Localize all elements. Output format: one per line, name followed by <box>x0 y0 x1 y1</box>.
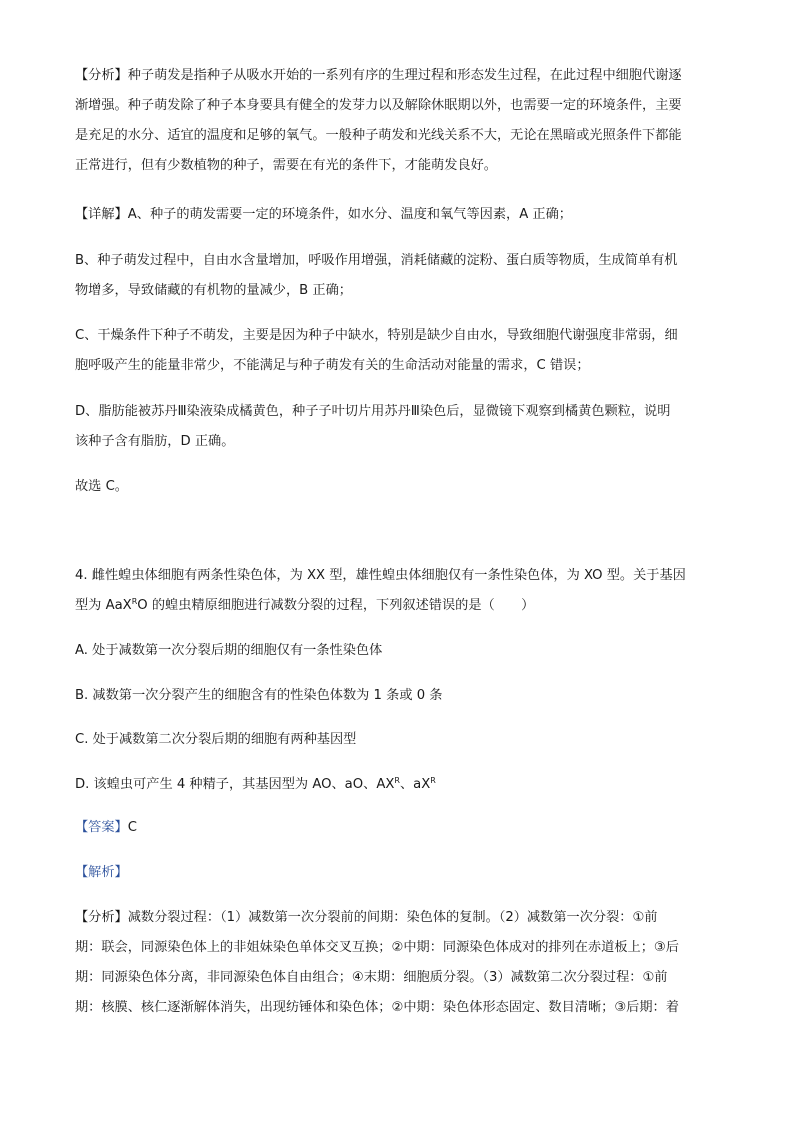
analysis-line: 期：联会，同源染色体上的非姐妹染色单体交叉互换；②中期：同源染色体成对的排列在赤道板上；③后 <box>75 940 679 955</box>
analysis-line: 【分析】种子萌发是指种子从吸水开始的一系列有序的生理过程和形态发生过程，在此过程中细胞代谢逐 <box>75 68 682 83</box>
answer-tag: 【答案】 <box>75 820 128 835</box>
analysis-line: 渐增强。种子萌发除了种子本身要具有健全的发芽力以及解除休眠期以外，也需要一定的环境条件，主要 <box>75 98 682 113</box>
question-4-stem: 4. 雌性蝗虫体细胞有两条性染色体，为 XX 型，雄性蝗虫体细胞仅有一条性染色体，为 XO 型。关于基因 型为 AaX$^R$O 的蝗虫精原细胞进行减数分裂的过程，下列叙述错误的是（ ） <box>75 568 686 613</box>
detail-tag: 【详解】 <box>75 207 128 222</box>
answer <box>75 818 725 837</box>
detail-line: D、脂肪能被苏丹Ⅲ染液染成橘黄色，种子子叶切片用苏丹Ⅲ染色后，显微镜下观察到橘黄色颗粒，说明 <box>75 404 671 419</box>
detail-b <box>75 251 725 300</box>
detail-line: C、干燥条件下种子不萌发，主要是因为种子中缺水，特别是缺少自由水，导致细胞代谢强度非常弱，细 <box>75 328 678 343</box>
analysis-tag: 【分析】 <box>75 910 128 925</box>
detail-line: 该种子含有脂肪，D 正确。 <box>75 434 235 449</box>
analysis-line: 是充足的水分、适宜的温度和足够的氧气。一般种子萌发和光线关系不大，无论在黑暗或光照条件下都能 <box>75 128 682 143</box>
detail-line: 物增多，导致储藏的有机物的量减少，B 正确； <box>75 283 352 298</box>
analysis-line: 期：同源染色体分离，非同源染色体自由组合；④末期：细胞质分裂。（3）减数第二次分裂过程：①前 <box>75 970 668 985</box>
analysis-line: 正常进行，但有少数植物的种子，需要在有光的条件下，才能萌发良好。 <box>75 158 497 173</box>
detail-line: B、种子萌发过程中，自由水含量增加，呼吸作用增强，消耗储藏的淀粉、蛋白质等物质，生成简单有机 <box>75 253 678 268</box>
option-a: A. 处于减数第一次分裂后期的细胞仅有一条性染色体 <box>75 643 383 658</box>
option-c: C. 处于减数第二次分裂后期的细胞有两种基因型 <box>75 732 357 747</box>
explanation <box>75 863 725 882</box>
analysis-line: 期：核膜、核仁逐渐解体消失，出现纺锤体和染色体；②中期：染色体形态固定、数目清晰；③后期：着 <box>75 1000 679 1015</box>
detail-d <box>75 402 725 451</box>
detail-line: 胞呼吸产生的能量非常少，不能满足与种子萌发有关的生命活动对能量的需求，C 错误； <box>75 358 590 373</box>
detail-c <box>75 326 725 375</box>
explanation-tag: 【解析】 <box>75 865 128 880</box>
analysis-paragraph-2: 【分析】减数分裂过程：（1）减数第一次分裂前的间期：染色体的复制。（2）减数第一次分裂：①前 期：联会，同源染色体上的非姐妹染色单体交叉互换；②中期：同源染色体成对的排列在赤道板上；③后 期：同源染色体分离，非同源染色体自由组合；④末期：细胞质分裂。（3）减数第二次分裂过程：①前 期：核膜、核仁逐渐解体消失，出现纺锤体和染色体；②中期：染色体形态固定、数目清晰；③后期：着 <box>75 908 725 1017</box>
analysis-paragraph-1 <box>75 66 725 175</box>
conclusion: 故选 C。 <box>75 479 128 494</box>
option-d: D. 该蝗虫可产生 4 种精子，其基因型为 AO、aO、$AX^R$、$aX^R$ <box>75 776 436 792</box>
detail-a <box>75 205 725 224</box>
detail-a-text: A、种子的萌发需要一定的环境条件，如水分、温度和氧气等因素，A 正确； <box>127 207 572 222</box>
analysis-tag: 【分析】 <box>75 68 128 83</box>
answer-value: C <box>127 820 137 835</box>
option-b: B. 减数第一次分裂产生的细胞含有的性染色体数为 1 条或 0 条 <box>75 688 443 703</box>
